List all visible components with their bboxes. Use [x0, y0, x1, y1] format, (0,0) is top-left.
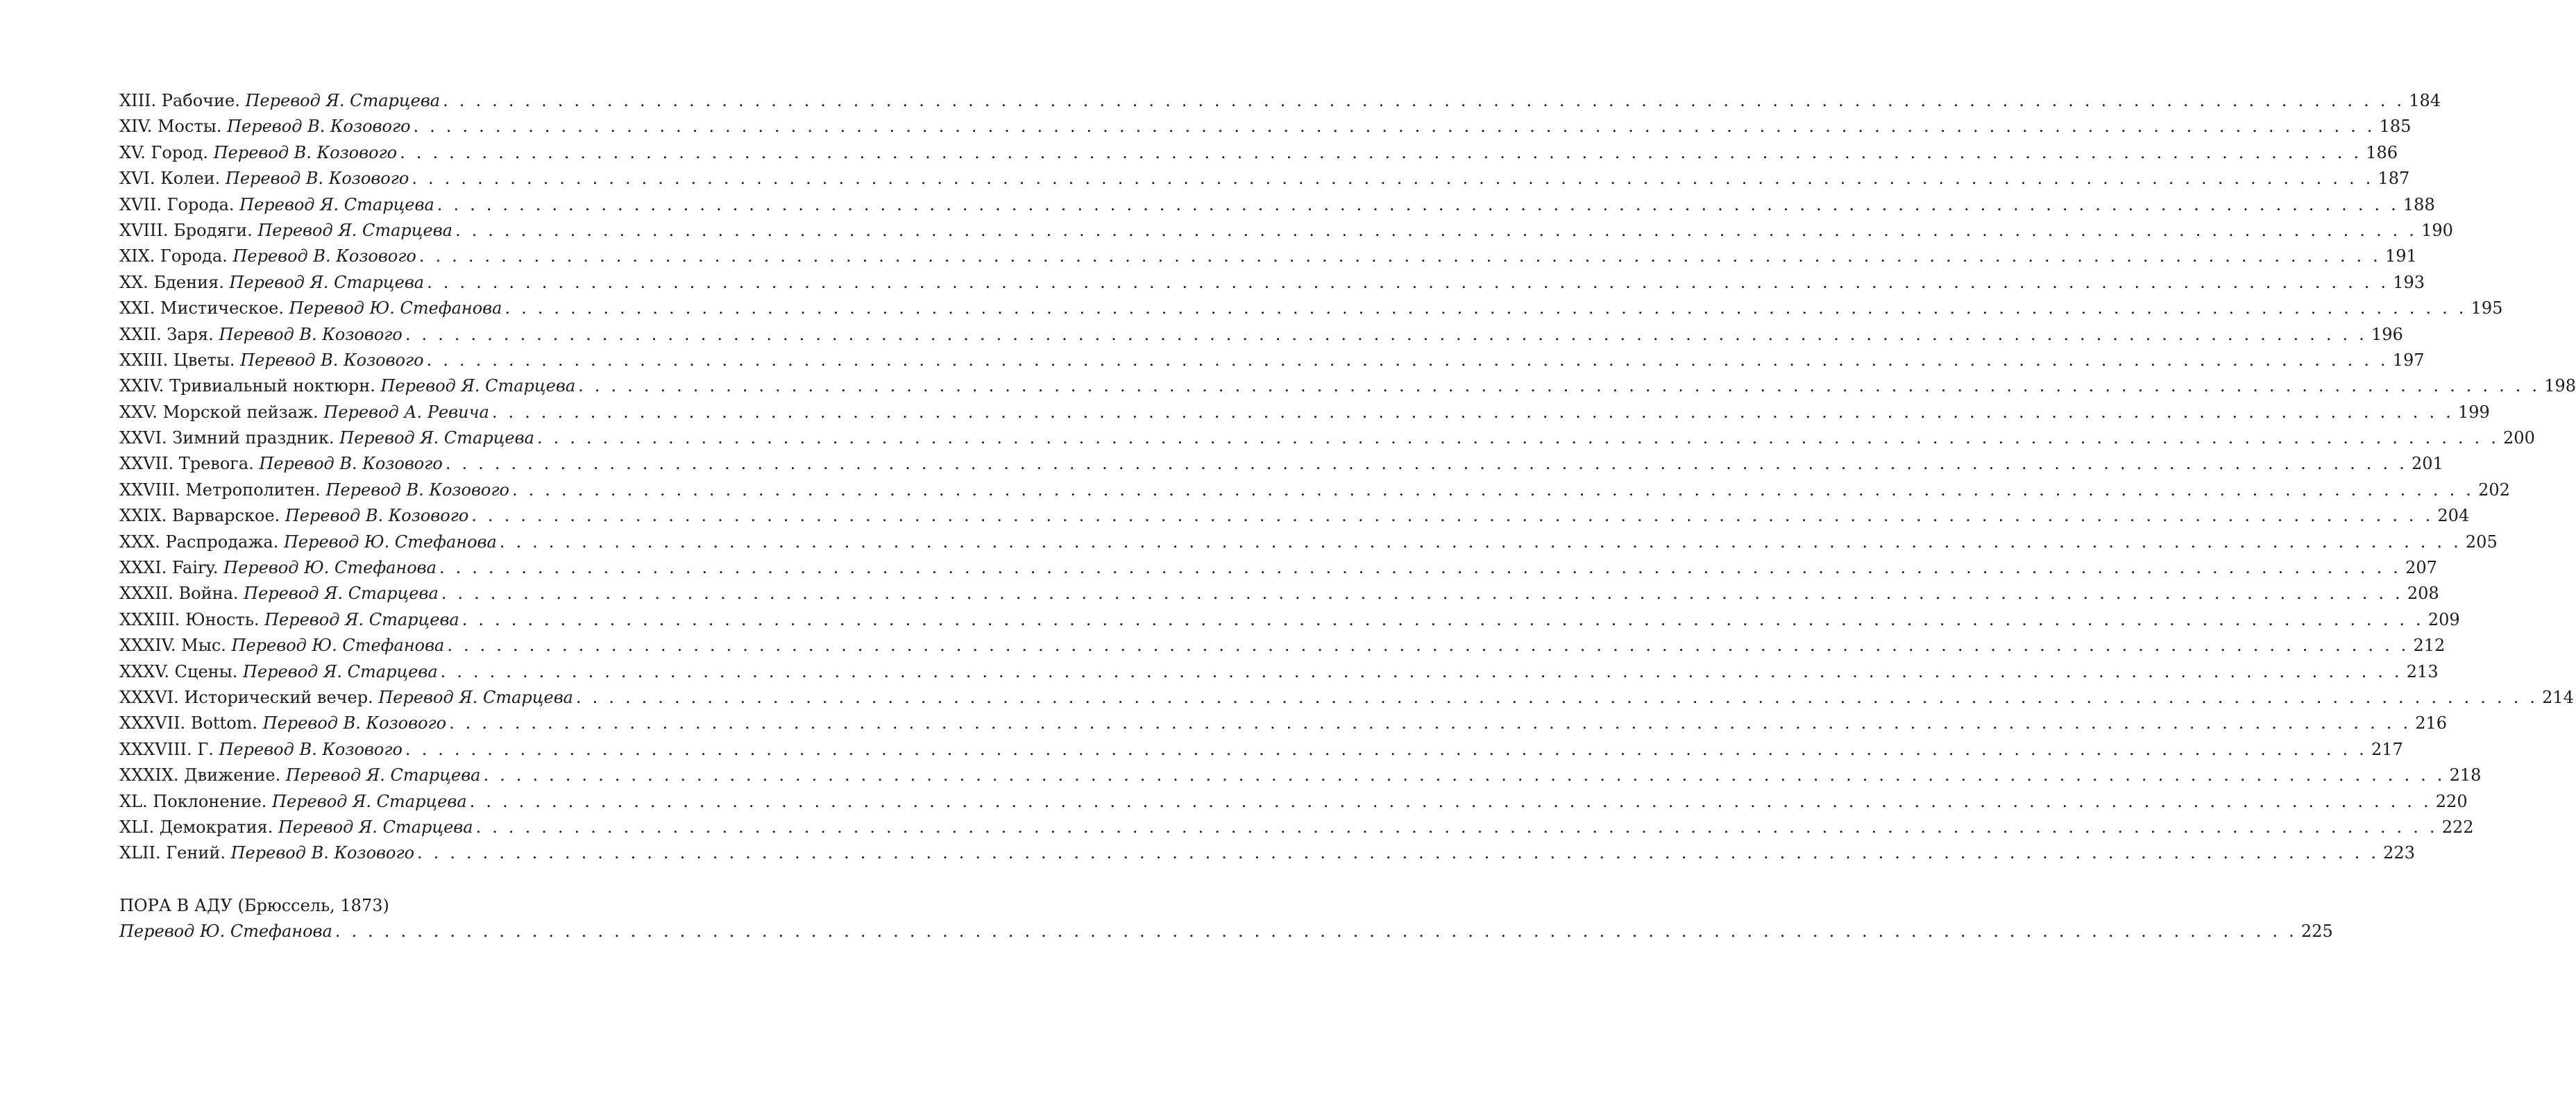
toc-entry[interactable]: [119, 659, 2439, 685]
entry-page-number: 222: [2441, 817, 2474, 837]
entry-text: [119, 88, 443, 114]
entry-numeral: XXIX.: [119, 506, 167, 526]
entry-translator: Перевод Ю. Стефанова: [289, 298, 502, 319]
entry-translator: Перевод Я. Старцева: [272, 791, 467, 811]
dot-leader: . . . . . . . . . . . . . . . . . . . . . . . . . . . . . . . . . . . . . . . . . . . . . . . . . . . . . . . . . . . . . . . . . . . . . . . . . . . . . . . . . . . . . . . . . . . . . . . . . . . . . . . . . . . . . . . . . . . . . . . .: [499, 532, 2461, 552]
entry-numeral: XXXVII.: [119, 713, 186, 733]
entry-text: [119, 789, 470, 815]
dot-leader: . . . . . . . . . . . . . . . . . . . . . . . . . . . . . . . . . . . . . . . . . . . . . . . . . . . . . . . . . . . . . . . . . . . . . . . . . . . . . . . . . . . . . . . . . . . . . . . . . . . . . . . . . . . . . . . . . . . . . . . .: [413, 117, 2375, 137]
entry-page-number: 208: [2407, 584, 2439, 604]
entry-page-number: 202: [2478, 479, 2510, 500]
entry-numeral: XXIII.: [119, 350, 169, 370]
entry-page-number: 201: [2411, 454, 2443, 474]
entry-page-number: 198: [2544, 376, 2576, 396]
entry-numeral: XXII.: [119, 324, 162, 344]
dot-leader: . . . . . . . . . . . . . . . . . . . . . . . . . . . . . . . . . . . . . . . . . . . . . . . . . . . . . . . . . . . . . . . . . . . . . . . . . . . . . . . . . . . . . . . . . . . . . . . . . . . . . . . . . . . . . . . . . . . . . . . .: [426, 350, 2389, 370]
entry-text: [119, 373, 578, 399]
dot-leader: . . . . . . . . . . . . . . . . . . . . . . . . . . . . . . . . . . . . . . . . . . . . . . . . . . . . . . . . . . . . . . . . . . . . . . . . . . . . . . . . . . . . . . . . . . . . . . . . . . . . . . . . . . . . . . . . . . . . . . . .: [447, 636, 2409, 656]
dot-leader: . . . . . . . . . . . . . . . . . . . . . . . . . . . . . . . . . . . . . . . . . . . . . . . . . . . . . . . . . . . . . . . . . . . . . . . . . . . . . . . . . . . . . . . . . . . . . . . . . . . . . . . . . . . . . . . . . . . . . . . .: [405, 324, 2367, 344]
toc-entry[interactable]: [119, 244, 2417, 269]
entry-page-number: 186: [2366, 142, 2398, 162]
entry-translator: Перевод В. Козового: [325, 479, 509, 500]
entry-text: [119, 166, 412, 192]
entry-title: Цветы.: [173, 350, 235, 370]
entry-title: Мосты.: [157, 117, 222, 137]
dot-leader: . . . . . . . . . . . . . . . . . . . . . . . . . . . . . . . . . . . . . . . . . . . . . . . . . . . . . . . . . . . . . . . . . . . . . . . . . . . . . . . . . . . . . . . . . . . . . . . . . . . . . . . . . . . . . . . . . . . . . . . .: [405, 739, 2368, 759]
section-spacer: [119, 867, 666, 893]
entry-page-number: 217: [2371, 739, 2403, 759]
entry-numeral: XXXIII.: [119, 609, 180, 629]
entry-text: [119, 529, 500, 555]
entry-translator: Перевод В. Козового: [219, 324, 402, 344]
entry-title: Мыс.: [181, 636, 226, 656]
section-title: ПОРА В АДУ (Брюссель, 1873): [119, 895, 389, 915]
entry-page-number: 216: [2415, 713, 2448, 733]
entry-title: Юность.: [185, 609, 260, 629]
entry-page-number: 193: [2393, 272, 2425, 292]
toc-entry[interactable]: [119, 789, 2468, 815]
entry-page-number: 185: [2379, 117, 2412, 137]
entry-text: [119, 400, 492, 425]
entry-text: [119, 711, 449, 736]
entry-title: Бродяги.: [173, 220, 253, 240]
entry-page-number: 214: [2542, 687, 2574, 707]
entry-numeral: XXXII.: [119, 584, 173, 604]
entry-translator: Перевод В. Козового: [225, 169, 409, 189]
dot-leader: . . . . . . . . . . . . . . . . . . . . . . . . . . . . . . . . . . . . . . . . . . . . . . . . . . . . . . . . . . . . . . . . . . . . . . . . . . . . . . . . . . . . . . . . . . . . . . . . . . . . . . . . . . . . . . . . . . . . . . . .: [505, 298, 2467, 319]
dot-leader: . . . . . . . . . . . . . . . . . . . . . . . . . . . . . . . . . . . . . . . . . . . . . . . . . . . . . . . . . . . . . . . . . . . . . . . . . . . . . . . . . . . . . . . . . . . . . . . . . . . . . . . . . . . . . . . . . . . . . . . .: [441, 584, 2403, 604]
entry-translator: Перевод Ю. Стефанова: [283, 532, 497, 552]
section-page-number: 225: [2300, 922, 2333, 942]
entry-text: [119, 763, 483, 788]
entry-title: Метрополитен.: [185, 479, 321, 500]
entry-page-number: 197: [2392, 350, 2425, 370]
entry-title: Bottom.: [190, 713, 258, 733]
entry-numeral: XIX.: [119, 246, 155, 266]
dot-leader: . . . . . . . . . . . . . . . . . . . . . . . . . . . . . . . . . . . . . . . . . . . . . . . . . . . . . . . . . . . . . . . . . . . . . . . . . . . . . . . . . . . . . . . . . . . . . . . . . . . . . . . . . . . . . . . . . . . . . . . .: [511, 479, 2475, 500]
entry-page-number: 200: [2503, 428, 2535, 448]
entry-text: [119, 244, 419, 269]
entry-translator: Перевод В. Козового: [219, 739, 402, 759]
entry-numeral: XV.: [119, 142, 146, 162]
entry-text: [119, 114, 414, 139]
entry-numeral: XXXI.: [119, 558, 167, 578]
toc-entry[interactable]: [119, 218, 2453, 244]
entry-translator: Перевод В. Козового: [227, 117, 411, 137]
toc-entry[interactable]: [119, 348, 2425, 373]
toc-entry[interactable]: [119, 400, 2490, 425]
entry-page-number: 218: [2449, 765, 2482, 786]
toc-entry[interactable]: [119, 373, 2576, 399]
toc-entry[interactable]: [119, 503, 2470, 529]
entry-title: Тревога.: [178, 454, 254, 474]
toc-entry[interactable]: [119, 114, 2412, 139]
entry-text: [119, 840, 417, 866]
entry-title: Сцены.: [174, 661, 238, 681]
dot-leader: . . . . . . . . . . . . . . . . . . . . . . . . . . . . . . . . . . . . . . . . . . . . . . . . . . . . . . . . . . . . . . . . . . . . . . . . . . . . . . . . . . . . . . . . . . . . . . . . . . . . . . . . . . . . . . . . . . . . . . . .: [471, 506, 2434, 526]
entry-text: [119, 919, 335, 944]
entry-translator: Перевод В. Козового: [213, 142, 398, 162]
dot-leader: . . . . . . . . . . . . . . . . . . . . . . . . . . . . . . . . . . . . . . . . . . . . . . . . . . . . . . . . . . . . . . . . . . . . . . . . . . . . . . . . . . . . . . . . . . . . . . . . . . . . . . . . . . . . . . . . . . . . . . . .: [439, 558, 2402, 578]
entry-translator: Перевод Я. Старцева: [257, 220, 452, 240]
entry-numeral: XLII.: [119, 843, 161, 863]
entry-translator: Перевод Я. Старцева: [278, 817, 473, 837]
entry-title: Город.: [151, 142, 209, 162]
entry-numeral: XL.: [119, 791, 148, 811]
dot-leader: . . . . . . . . . . . . . . . . . . . . . . . . . . . . . . . . . . . . . . . . . . . . . . . . . . . . . . . . . . . . . . . . . . . . . . . . . . . . . . . . . . . . . . . . . . . . . . . . . . . . . . . . . . . . . . . . . . . . . . . .: [437, 194, 2399, 214]
entry-text: [119, 815, 476, 840]
entry-numeral: XVI.: [119, 169, 155, 189]
dot-leader: . . . . . . . . . . . . . . . . . . . . . . . . . . . . . . . . . . . . . . . . . . . . . . . . . . . . . . . . . . . . . . . . . . . . . . . . . . . . . . . . . . . . . . . . . . . . . . . . . . . . . . . . . . . . . . . . . . . . . . . .: [334, 922, 2297, 942]
entry-numeral: XXXVI.: [119, 687, 179, 707]
entry-text: [119, 581, 441, 606]
toc-entry[interactable]: [119, 270, 2425, 296]
dot-leader: . . . . . . . . . . . . . . . . . . . . . . . . . . . . . . . . . . . . . . . . . . . . . . . . . . . . . . . . . . . . . . . . . . . . . . . . . . . . . . . . . . . . . . . . . . . . . . . . . . . . . . . . . . . . . . . . . . . . . . . .: [578, 376, 2541, 396]
toc-entry[interactable]: [119, 88, 2441, 114]
entry-title: Распродажа.: [165, 532, 279, 552]
entry-text: [119, 451, 446, 477]
entry-translator: Перевод Я. Старцева: [245, 91, 441, 110]
toc-entry[interactable]: [119, 425, 2535, 451]
entry-translator: Перевод Я. Старцева: [243, 661, 438, 681]
toc-entry[interactable]: [119, 763, 2482, 788]
entry-page-number: 213: [2406, 661, 2439, 681]
entry-page-number: 196: [2371, 324, 2403, 344]
entry-numeral: XXI.: [119, 298, 155, 319]
entry-text: [119, 659, 441, 685]
entry-numeral: XIV.: [119, 117, 153, 137]
entry-title: Колеи.: [160, 169, 221, 189]
entry-page-number: 209: [2427, 609, 2460, 629]
entry-title: Демократия.: [159, 817, 273, 837]
toc-entry[interactable]: [119, 322, 2403, 348]
entry-translator: Перевод Я. Старцева: [239, 194, 434, 214]
entry-text: [119, 477, 512, 503]
entry-text: [119, 685, 576, 711]
entry-translator: Перевод Я. Старцева: [229, 272, 425, 292]
toc-entries-list: [119, 88, 2576, 867]
entry-title: Города.: [160, 246, 228, 266]
entry-page-number: 220: [2435, 791, 2468, 811]
entry-text: [119, 322, 405, 348]
entry-translator: Перевод В. Козового: [230, 843, 415, 863]
entry-page-number: 188: [2403, 194, 2435, 214]
dot-leader: . . . . . . . . . . . . . . . . . . . . . . . . . . . . . . . . . . . . . . . . . . . . . . . . . . . . . . . . . . . . . . . . . . . . . . . . . . . . . . . . . . . . . . . . . . . . . . . . . . . . . . . . . . . . . . . . . . . . . . . .: [412, 169, 2374, 189]
toc-entry[interactable]: [119, 140, 2398, 166]
entry-numeral: XXXIX.: [119, 765, 179, 786]
entry-page-number: 207: [2405, 558, 2437, 578]
section-translator: Перевод Ю. Стефанова: [119, 922, 332, 942]
entry-page-number: 204: [2437, 506, 2470, 526]
entry-translator: Перевод Я. Старцева: [380, 376, 576, 396]
entry-title: Города.: [167, 194, 235, 214]
entry-translator: Перевод В. Козового: [262, 713, 447, 733]
entry-numeral: XXVIII.: [119, 479, 180, 500]
entry-translator: Перевод Я. Старцева: [339, 428, 534, 448]
entry-translator: Перевод Ю. Стефанова: [223, 558, 437, 578]
dot-leader: . . . . . . . . . . . . . . . . . . . . . . . . . . . . . . . . . . . . . . . . . . . . . . . . . . . . . . . . . . . . . . . . . . . . . . . . . . . . . . . . . . . . . . . . . . . . . . . . . . . . . . . . . . . . . . . . . . . . . . . .: [469, 791, 2432, 811]
toc-entry[interactable]: [119, 581, 2439, 606]
dot-leader: . . . . . . . . . . . . . . . . . . . . . . . . . . . . . . . . . . . . . . . . . . . . . . . . . . . . . . . . . . . . . . . . . . . . . . . . . . . . . . . . . . . . . . . . . . . . . . . . . . . . . . . . . . . . . . . . . . . . . . . .: [449, 713, 2412, 733]
entry-title: Бдения.: [153, 272, 224, 292]
entry-translator: Перевод В. Козового: [240, 350, 424, 370]
entry-title: Тривиальный ноктюрн.: [169, 376, 375, 396]
dot-leader: . . . . . . . . . . . . . . . . . . . . . . . . . . . . . . . . . . . . . . . . . . . . . . . . . . . . . . . . . . . . . . . . . . . . . . . . . . . . . . . . . . . . . . . . . . . . . . . . . . . . . . . . . . . . . . . . . . . . . . . .: [440, 661, 2403, 681]
entry-title: Fairy.: [172, 558, 219, 578]
entry-title: Заря.: [167, 324, 214, 344]
entry-title: Рабочие.: [161, 91, 240, 110]
dot-leader: . . . . . . . . . . . . . . . . . . . . . . . . . . . . . . . . . . . . . . . . . . . . . . . . . . . . . . . . . . . . . . . . . . . . . . . . . . . . . . . . . . . . . . . . . . . . . . . . . . . . . . . . . . . . . . . . . . . . . . . .: [445, 454, 2407, 474]
entry-text: [119, 296, 505, 321]
entry-numeral: XXVII.: [119, 454, 174, 474]
entry-text: [119, 607, 462, 633]
entry-translator: Перевод Ю. Стефанова: [231, 636, 445, 656]
entry-numeral: XVIII.: [119, 220, 169, 240]
entry-translator: Перевод Я. Старцева: [285, 765, 481, 786]
entry-page-number: 205: [2465, 532, 2498, 552]
entry-numeral: XXXIV.: [119, 636, 176, 656]
entry-translator: Перевод А. Ревича: [323, 402, 489, 422]
entry-text: [119, 737, 405, 763]
entry-numeral: XLI.: [119, 817, 155, 837]
toc-entry[interactable]: [119, 633, 2446, 659]
toc-entry[interactable]: [119, 840, 2415, 866]
entry-numeral: XXXV.: [119, 661, 170, 681]
table-of-contents: [119, 88, 2576, 945]
toc-entry[interactable]: [119, 166, 2410, 192]
entry-numeral: XXX.: [119, 532, 160, 552]
dot-leader: . . . . . . . . . . . . . . . . . . . . . . . . . . . . . . . . . . . . . . . . . . . . . . . . . . . . . . . . . . . . . . . . . . . . . . . . . . . . . . . . . . . . . . . . . . . . . . . . . . . . . . . . . . . . . . . . . . . . . . . .: [443, 91, 2405, 110]
entry-translator: Перевод В. Козового: [259, 454, 443, 474]
dot-leader: . . . . . . . . . . . . . . . . . . . . . . . . . . . . . . . . . . . . . . . . . . . . . . . . . . . . . . . . . . . . . . . . . . . . . . . . . . . . . . . . . . . . . . . . . . . . . . . . . . . . . . . . . . . . . . . . . . . . . . . .: [461, 609, 2424, 629]
dot-leader: . . . . . . . . . . . . . . . . . . . . . . . . . . . . . . . . . . . . . . . . . . . . . . . . . . . . . . . . . . . . . . . . . . . . . . . . . . . . . . . . . . . . . . . . . . . . . . . . . . . . . . . . . . . . . . . . . . . . . . . .: [455, 220, 2418, 240]
dot-leader: . . . . . . . . . . . . . . . . . . . . . . . . . . . . . . . . . . . . . . . . . . . . . . . . . . . . . . . . . . . . . . . . . . . . . . . . . . . . . . . . . . . . . . . . . . . . . . . . . . . . . . . . . . . . . . . . . . . . . . . .: [483, 765, 2446, 786]
dot-leader: . . . . . . . . . . . . . . . . . . . . . . . . . . . . . . . . . . . . . . . . . . . . . . . . . . . . . . . . . . . . . . . . . . . . . . . . . . . . . . . . . . . . . . . . . . . . . . . . . . . . . . . . . . . . . . . . . . . . . . . .: [536, 428, 2500, 448]
entry-numeral: XXV.: [119, 402, 158, 422]
dot-leader: . . . . . . . . . . . . . . . . . . . . . . . . . . . . . . . . . . . . . . . . . . . . . . . . . . . . . . . . . . . . . . . . . . . . . . . . . . . . . . . . . . . . . . . . . . . . . . . . . . . . . . . . . . . . . . . . . . . . . . . .: [575, 687, 2539, 707]
toc-entry[interactable]: [119, 711, 2448, 736]
toc-entry[interactable]: [119, 477, 2510, 503]
toc-entry[interactable]: [119, 555, 2437, 581]
entry-text: [119, 555, 439, 581]
entry-text: [119, 218, 455, 244]
toc-entry[interactable]: [119, 451, 2443, 477]
dot-leader: . . . . . . . . . . . . . . . . . . . . . . . . . . . . . . . . . . . . . . . . . . . . . . . . . . . . . . . . . . . . . . . . . . . . . . . . . . . . . . . . . . . . . . . . . . . . . . . . . . . . . . . . . . . . . . . . . . . . . . . .: [491, 402, 2454, 422]
toc-entry[interactable]: [119, 737, 2403, 763]
entry-page-number: 190: [2421, 220, 2453, 240]
entry-title: Война.: [178, 584, 239, 604]
entry-title: Варварское.: [172, 506, 280, 526]
dot-leader: . . . . . . . . . . . . . . . . . . . . . . . . . . . . . . . . . . . . . . . . . . . . . . . . . . . . . . . . . . . . . . . . . . . . . . . . . . . . . . . . . . . . . . . . . . . . . . . . . . . . . . . . . . . . . . . . . . . . . . . .: [418, 246, 2381, 266]
entry-title: Поклонение.: [153, 791, 267, 811]
entry-page-number: 199: [2457, 402, 2490, 422]
section-translator-row[interactable]: [119, 919, 2333, 944]
entry-numeral: XXXVIII.: [119, 739, 192, 759]
entry-title: Движение.: [184, 765, 281, 786]
entry-numeral: XX.: [119, 272, 149, 292]
entry-page-number: 191: [2384, 246, 2417, 266]
entry-text: [119, 633, 447, 659]
entry-numeral: XXVI.: [119, 428, 167, 448]
entry-text: [119, 192, 437, 218]
toc-entry[interactable]: [119, 607, 2460, 633]
entry-title: Гений.: [166, 843, 226, 863]
entry-translator: Перевод Я. Старцева: [378, 687, 573, 707]
dot-leader: . . . . . . . . . . . . . . . . . . . . . . . . . . . . . . . . . . . . . . . . . . . . . . . . . . . . . . . . . . . . . . . . . . . . . . . . . . . . . . . . . . . . . . . . . . . . . . . . . . . . . . . . . . . . . . . . . . . . . . . .: [427, 272, 2389, 292]
entry-translator: Перевод Я. Старцева: [244, 584, 439, 604]
entry-text: [119, 140, 400, 166]
dot-leader: . . . . . . . . . . . . . . . . . . . . . . . . . . . . . . . . . . . . . . . . . . . . . . . . . . . . . . . . . . . . . . . . . . . . . . . . . . . . . . . . . . . . . . . . . . . . . . . . . . . . . . . . . . . . . . . . . . . . . . . .: [417, 843, 2380, 863]
toc-entry[interactable]: [119, 529, 2498, 555]
entry-text: [119, 425, 537, 451]
toc-entry[interactable]: [119, 685, 2574, 711]
entry-translator: Перевод В. Козового: [285, 506, 469, 526]
entry-text: [119, 270, 427, 296]
toc-entry[interactable]: [119, 815, 2474, 840]
entry-page-number: 184: [2409, 91, 2441, 110]
entry-title: Г.: [197, 739, 214, 759]
entry-page-number: 195: [2471, 298, 2503, 319]
entry-numeral: XIII.: [119, 91, 157, 110]
entry-text: [119, 503, 471, 529]
entry-numeral: XXIV.: [119, 376, 164, 396]
dot-leader: . . . . . . . . . . . . . . . . . . . . . . . . . . . . . . . . . . . . . . . . . . . . . . . . . . . . . . . . . . . . . . . . . . . . . . . . . . . . . . . . . . . . . . . . . . . . . . . . . . . . . . . . . . . . . . . . . . . . . . . .: [400, 142, 2362, 162]
entry-title: Морской пейзаж.: [162, 402, 319, 422]
entry-title: Исторический вечер.: [184, 687, 373, 707]
toc-entry[interactable]: [119, 296, 2503, 321]
entry-text: [119, 348, 427, 373]
entry-translator: Перевод В. Козового: [232, 246, 416, 266]
entry-translator: Перевод Я. Старцева: [264, 609, 459, 629]
entry-page-number: 187: [2378, 169, 2410, 189]
entry-numeral: XVII.: [119, 194, 162, 214]
dot-leader: . . . . . . . . . . . . . . . . . . . . . . . . . . . . . . . . . . . . . . . . . . . . . . . . . . . . . . . . . . . . . . . . . . . . . . . . . . . . . . . . . . . . . . . . . . . . . . . . . . . . . . . . . . . . . . . . . . . . . . . .: [475, 817, 2438, 837]
entry-page-number: 212: [2413, 636, 2446, 656]
toc-entry[interactable]: [119, 192, 2435, 218]
entry-title: Мистическое.: [160, 298, 284, 319]
entry-page-number: 223: [2383, 843, 2415, 863]
entry-title: Зимний праздник.: [172, 428, 334, 448]
